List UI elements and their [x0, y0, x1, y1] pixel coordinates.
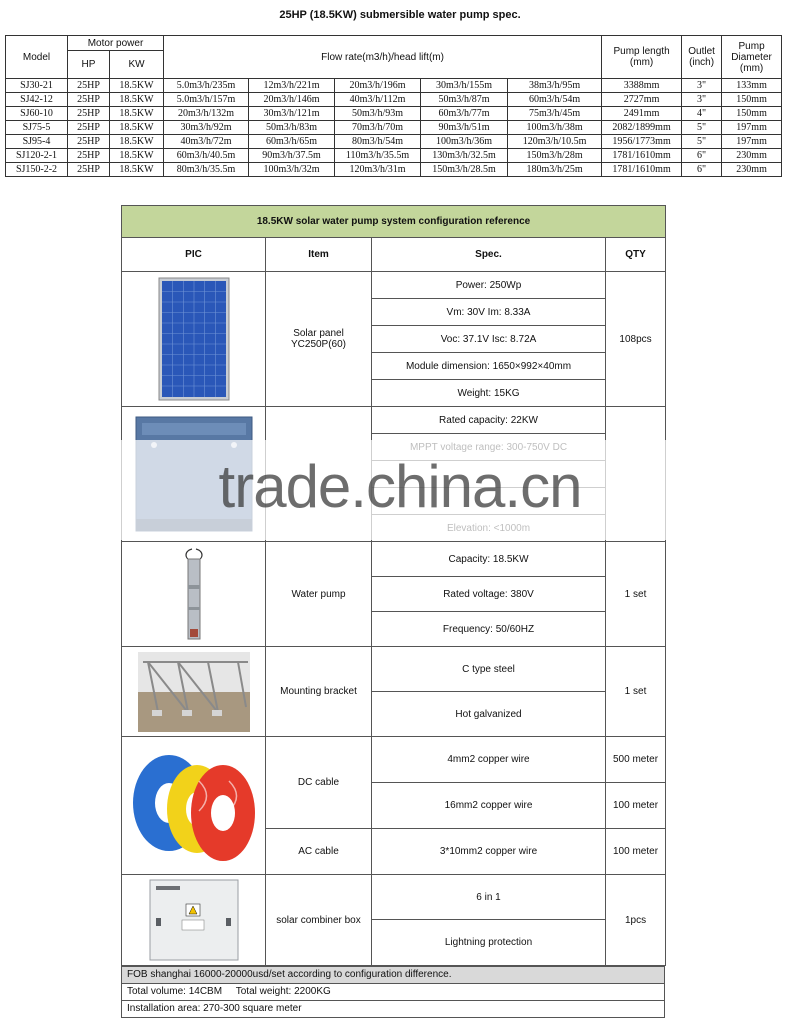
flow-cell: 60m3/h/40.5m: [164, 149, 249, 163]
flow-cell: 38m3/h/95m: [508, 79, 602, 93]
col-model: Model: [6, 36, 68, 79]
solar-panel-image: [122, 272, 266, 407]
flow-cell: 50m3/h/83m: [249, 121, 335, 135]
hp-cell: 25HP: [68, 107, 110, 121]
col-pump-length: Pump length (mm): [602, 36, 682, 79]
model-cell: SJ75-5: [6, 121, 68, 135]
flow-cell: 60m3/h/77m: [421, 107, 508, 121]
col-kw: KW: [110, 51, 164, 79]
fob-price: FOB shanghai 16000-20000usd/set according to configuration difference.: [121, 966, 665, 984]
flow-cell: 20m3/h/196m: [335, 79, 421, 93]
ac-cable-qty: 100 meter: [606, 829, 666, 875]
length-cell: 1956/1773mm: [602, 135, 682, 149]
flow-cell: 5.0m3/h/157m: [164, 93, 249, 107]
model-cell: SJ42-12: [6, 93, 68, 107]
solar-panel-spec: Module dimension: 1650×992×40mm: [372, 353, 606, 380]
ac-cable-item: AC cable: [266, 829, 372, 875]
flow-cell: 110m3/h/35.5m: [335, 149, 421, 163]
col-item: Item: [266, 238, 372, 272]
table-row: [6, 149, 782, 163]
table-row: [6, 93, 782, 107]
kw-cell: 18.5KW: [110, 149, 164, 163]
config-title: 18.5KW solar water pump system configuration reference: [122, 206, 666, 238]
col-flow-rate: Flow rate(m3/h)/head lift(m): [164, 36, 602, 79]
outlet-cell: 3": [682, 93, 722, 107]
col-pump-diameter: Pump Diameter (mm): [722, 36, 782, 79]
length-cell: 1781/1610mm: [602, 149, 682, 163]
kw-cell: 18.5KW: [110, 163, 164, 177]
dc-cable-qty: 100 meter: [606, 783, 666, 829]
flow-cell: 90m3/h/51m: [421, 121, 508, 135]
flow-cell: 150m3/h/28.5m: [421, 163, 508, 177]
flow-cell: 50m3/h/93m: [335, 107, 421, 121]
mounting-bracket-item: Mounting bracket: [266, 647, 372, 737]
solar-panel-spec: Weight: 15KG: [372, 380, 606, 407]
flow-cell: 100m3/h/38m: [508, 121, 602, 135]
table-row: [6, 107, 782, 121]
col-outlet: Outlet (inch): [682, 36, 722, 79]
water-pump-spec: Frequency: 50/60HZ: [372, 612, 606, 647]
flow-cell: 120m3/h/31m: [335, 163, 421, 177]
outlet-cell: 5": [682, 121, 722, 135]
inverter-spec: Rated capacity: 22KW: [372, 407, 606, 434]
length-cell: 3388mm: [602, 79, 682, 93]
combiner-box-image: [122, 875, 266, 966]
solar-panel-qty: 108pcs: [606, 272, 666, 407]
dc-cable-spec: 4mm2 copper wire: [372, 737, 606, 783]
outlet-cell: 4": [682, 107, 722, 121]
kw-cell: 18.5KW: [110, 107, 164, 121]
kw-cell: 18.5KW: [110, 79, 164, 93]
water-pump-spec: Rated voltage: 380V: [372, 577, 606, 612]
cable-image: [122, 737, 266, 875]
diameter-cell: 230mm: [722, 149, 782, 163]
diameter-cell: 133mm: [722, 79, 782, 93]
hp-cell: 25HP: [68, 93, 110, 107]
kw-cell: 18.5KW: [110, 135, 164, 149]
flow-cell: 80m3/h/35.5m: [164, 163, 249, 177]
watermark-logo: trade.china.cn: [218, 453, 582, 520]
pump-spec-table: [5, 35, 782, 177]
flow-cell: 75m3/h/45m: [508, 107, 602, 121]
flow-cell: 60m3/h/65m: [249, 135, 335, 149]
table-row: [6, 135, 782, 149]
mounting-bracket-image: [122, 647, 266, 737]
mounting-bracket-spec: C type steel: [372, 647, 606, 692]
flow-cell: 130m3/h/32.5m: [421, 149, 508, 163]
solar-panel-spec: Vm: 30V Im: 8.33A: [372, 299, 606, 326]
col-hp: HP: [68, 51, 110, 79]
table-row: [6, 163, 782, 177]
model-cell: SJ95-4: [6, 135, 68, 149]
kw-cell: 18.5KW: [110, 121, 164, 135]
table-row: [6, 79, 782, 93]
water-pump-spec: Capacity: 18.5KW: [372, 542, 606, 577]
length-cell: 2082/1899mm: [602, 121, 682, 135]
dc-cable-qty: 500 meter: [606, 737, 666, 783]
config-footer: [121, 966, 665, 1018]
diameter-cell: 230mm: [722, 163, 782, 177]
length-cell: 1781/1610mm: [602, 163, 682, 177]
flow-cell: 40m3/h/72m: [164, 135, 249, 149]
outlet-cell: 6": [682, 163, 722, 177]
col-motor-power: Motor power: [68, 36, 164, 51]
water-pump-item: Water pump: [266, 542, 372, 647]
combiner-box-spec: Lightning protection: [372, 920, 606, 966]
col-spec: Spec.: [372, 238, 606, 272]
outlet-cell: 3": [682, 79, 722, 93]
flow-cell: 30m3/h/121m: [249, 107, 335, 121]
water-pump-image: [122, 542, 266, 647]
flow-cell: 12m3/h/221m: [249, 79, 335, 93]
flow-cell: 40m3/h/112m: [335, 93, 421, 107]
model-cell: SJ30-21: [6, 79, 68, 93]
combiner-box-qty: 1pcs: [606, 875, 666, 966]
flow-cell: 70m3/h/70m: [335, 121, 421, 135]
combiner-box-spec: 6 in 1: [372, 875, 606, 920]
flow-cell: 100m3/h/32m: [249, 163, 335, 177]
solar-panel-item: Solar panel YC250P(60): [266, 272, 372, 407]
model-cell: SJ120-2-1: [6, 149, 68, 163]
flow-cell: 180m3/h/25m: [508, 163, 602, 177]
outlet-cell: 6": [682, 149, 722, 163]
hp-cell: 25HP: [68, 149, 110, 163]
flow-cell: 30m3/h/92m: [164, 121, 249, 135]
length-cell: 2727mm: [602, 93, 682, 107]
water-pump-qty: 1 set: [606, 542, 666, 647]
length-cell: 2491mm: [602, 107, 682, 121]
hp-cell: 25HP: [68, 135, 110, 149]
flow-cell: 150m3/h/28m: [508, 149, 602, 163]
page-title: 25HP (18.5KW) submersible water pump spec.: [279, 9, 521, 21]
hp-cell: 25HP: [68, 163, 110, 177]
hp-cell: 25HP: [68, 121, 110, 135]
combiner-box-item: solar combiner box: [266, 875, 372, 966]
flow-cell: 90m3/h/37.5m: [249, 149, 335, 163]
flow-cell: 80m3/h/54m: [335, 135, 421, 149]
model-cell: SJ60-10: [6, 107, 68, 121]
col-pic: PIC: [122, 238, 266, 272]
flow-cell: 20m3/h/132m: [164, 107, 249, 121]
flow-cell: 20m3/h/146m: [249, 93, 335, 107]
outlet-cell: 5": [682, 135, 722, 149]
configuration-table: [121, 205, 666, 966]
diameter-cell: 197mm: [722, 135, 782, 149]
flow-cell: 60m3/h/54m: [508, 93, 602, 107]
flow-cell: 50m3/h/87m: [421, 93, 508, 107]
flow-cell: 30m3/h/155m: [421, 79, 508, 93]
ac-cable-spec: 3*10mm2 copper wire: [372, 829, 606, 875]
diameter-cell: 150mm: [722, 107, 782, 121]
mounting-bracket-qty: 1 set: [606, 647, 666, 737]
solar-panel-spec: Power: 250Wp: [372, 272, 606, 299]
dc-cable-spec: 16mm2 copper wire: [372, 783, 606, 829]
dc-cable-item: DC cable: [266, 737, 372, 829]
table-row: [6, 121, 782, 135]
col-qty: QTY: [606, 238, 666, 272]
mounting-bracket-spec: Hot galvanized: [372, 692, 606, 737]
model-cell: SJ150-2-2: [6, 163, 68, 177]
diameter-cell: 197mm: [722, 121, 782, 135]
installation-area: Installation area: 270-300 square meter: [121, 1001, 665, 1018]
total-volume-weight: Total volume: 14CBM Total weight: 2200KG: [121, 984, 665, 1001]
flow-cell: 120m3/h/10.5m: [508, 135, 602, 149]
solar-panel-spec: Voc: 37.1V Isc: 8.72A: [372, 326, 606, 353]
flow-cell: 5.0m3/h/235m: [164, 79, 249, 93]
diameter-cell: 150mm: [722, 93, 782, 107]
flow-cell: 100m3/h/36m: [421, 135, 508, 149]
hp-cell: 25HP: [68, 79, 110, 93]
kw-cell: 18.5KW: [110, 93, 164, 107]
